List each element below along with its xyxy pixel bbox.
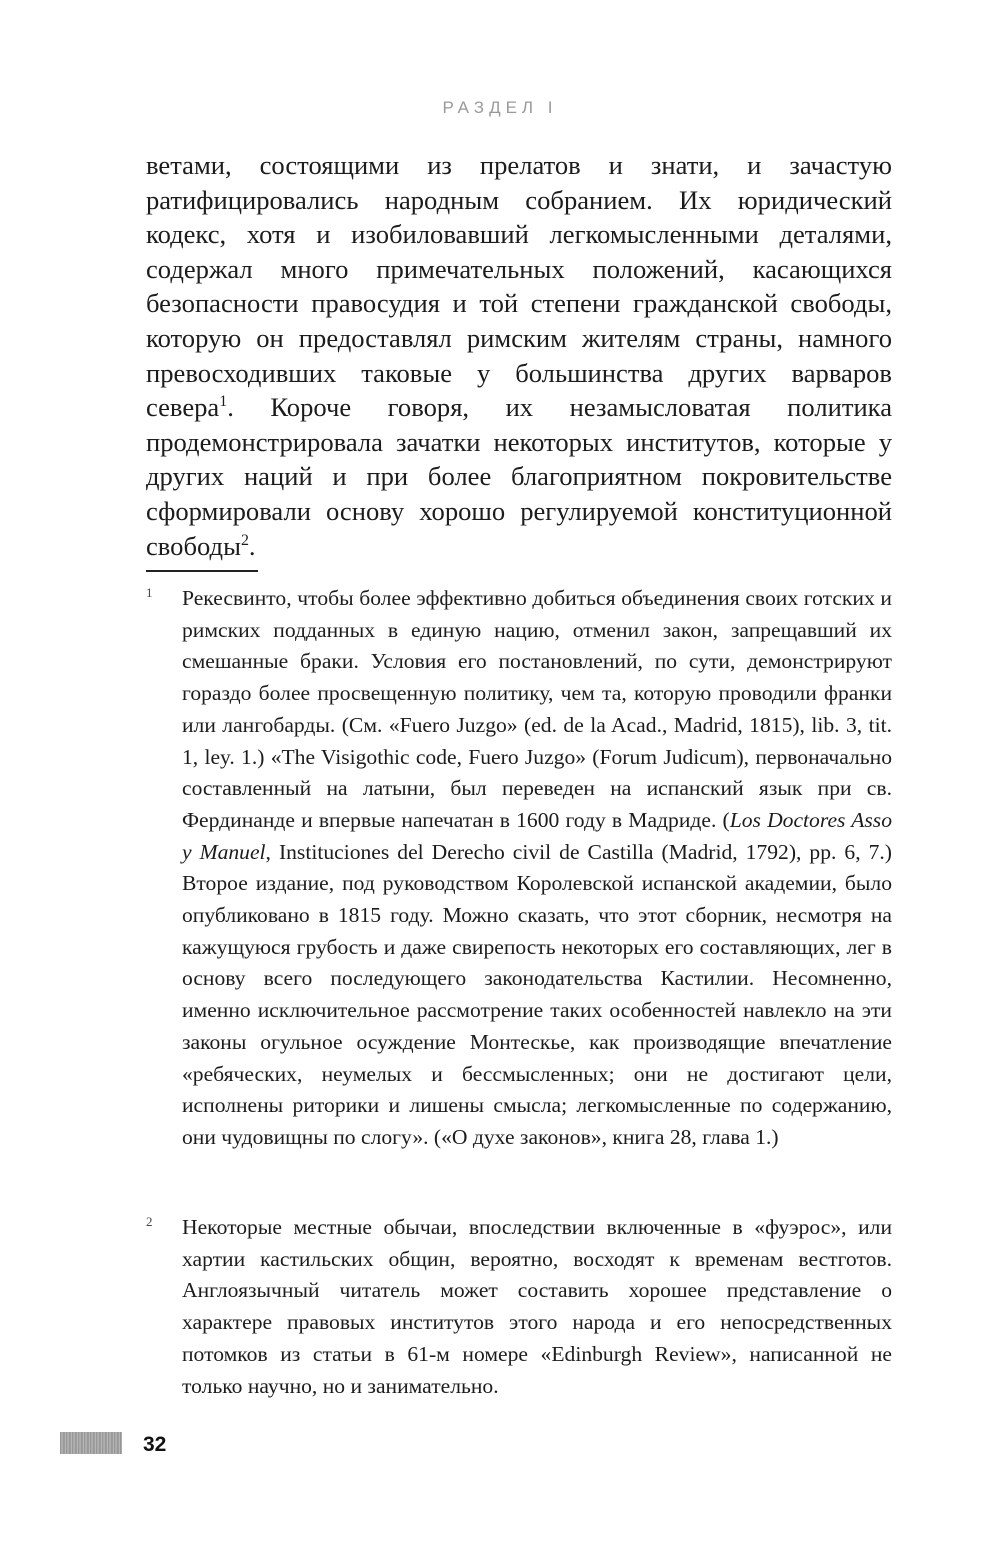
main-text-part-1: ветами, состоящими из прелатов и знати, и зачастую ратифицировались народным собранием. Их юридический кодекс, хотя и изобиловавший легкомысленными деталями, содержал много примечательных положений, касающихся безопасности правосудия и той степени гражданской свободы, которую он предоставлял римским жителям страны, намного превосходивших таковые у большинства других варваров севера — [146, 150, 892, 423]
footnote-1 — [146, 583, 892, 1154]
footnote-ref-1: 1 — [219, 393, 228, 411]
footnote-1-italic-authors: Los Doctores Asso y Manuel — [182, 807, 892, 864]
footnote-text-2: Некоторые местные обычаи, впоследствии включенные в «фуэрос», или хартии кастильских общин, вероятно, восходят к временам вестготов. Англоязычный читатель может составить хорошее представление о характере правовых институтов этого народа и его непосредственных потомков из статьи в 61-м номере «Edinburgh Review», написанной не только научно, но и занимательно. — [182, 1215, 892, 1398]
footnote-number-2: 2 — [146, 1214, 153, 1229]
footnote-ref-2: 2 — [240, 531, 249, 549]
running-head: РАЗДЕЛ I — [442, 98, 558, 117]
footnote-1-text-after: , Instituciones del Derecho civil de Castilla (Madrid, 1792), pp. 6, 7.) Второе издание, под руководством Королевской испанской академии, было опубликовано в 1815 году. Можно сказать, что этот сборник, несмотря на кажущуюся грубость и даже свирепость некоторых его составляющих, лег в основу всего последующего законодательства Кастилии. Несомненно, именно исключительное рассмотрение таких особенностей навлекло на эти законы огульное осуждение Монтескье, как производящие впечатление «ребяческих, неумелых и бессмысленных; они не достигают цели, исполнены риторики и лишены смысла; легкомысленные по содержанию, они чудовищны по слогу». («О духе законов», книга 28, глава 1.) — [182, 839, 892, 1149]
main-text-part-2: . Короче говоря, их незамысловатая политика продемонстрировала зачатки некоторых институтов, которые у других наций и при более благоприятном покровительстве сформировали основу хорошо регулируемой конституционной свободы — [146, 392, 892, 561]
page-number: 32 — [143, 1433, 167, 1456]
footnote-number-1: 1 — [146, 585, 153, 600]
footer-decoration-bar — [60, 1432, 122, 1454]
footnote-rule — [146, 570, 258, 572]
footnote-text-1 — [182, 583, 892, 1154]
footnote-2 — [146, 1212, 892, 1402]
main-paragraph — [146, 148, 892, 563]
footnote-1-text-before: Рекесвинто, чтобы более эффективно добиться объединения своих готских и римских подданных в единую нацию, отменил закон, запрещавший их смешанные браки. Условия его постановлений, по сути, демонстрируют гораздо более просвещенную политику, чем та, которую проводили франки или лангобарды. (См. «Fuero Juzgo» (ed. de la Acad., Madrid, 1815), lib. 3, tit. 1, ley. 1.) «The Visigothic code, Fuero Juzgo» (Forum Judicum), первоначально составленный на латыни, был переведен на испанский язык при св. Фердинанде и впервые напечатан в 1600 году в Мадриде. ( — [182, 586, 892, 832]
main-text-part-3: . — [248, 530, 256, 561]
